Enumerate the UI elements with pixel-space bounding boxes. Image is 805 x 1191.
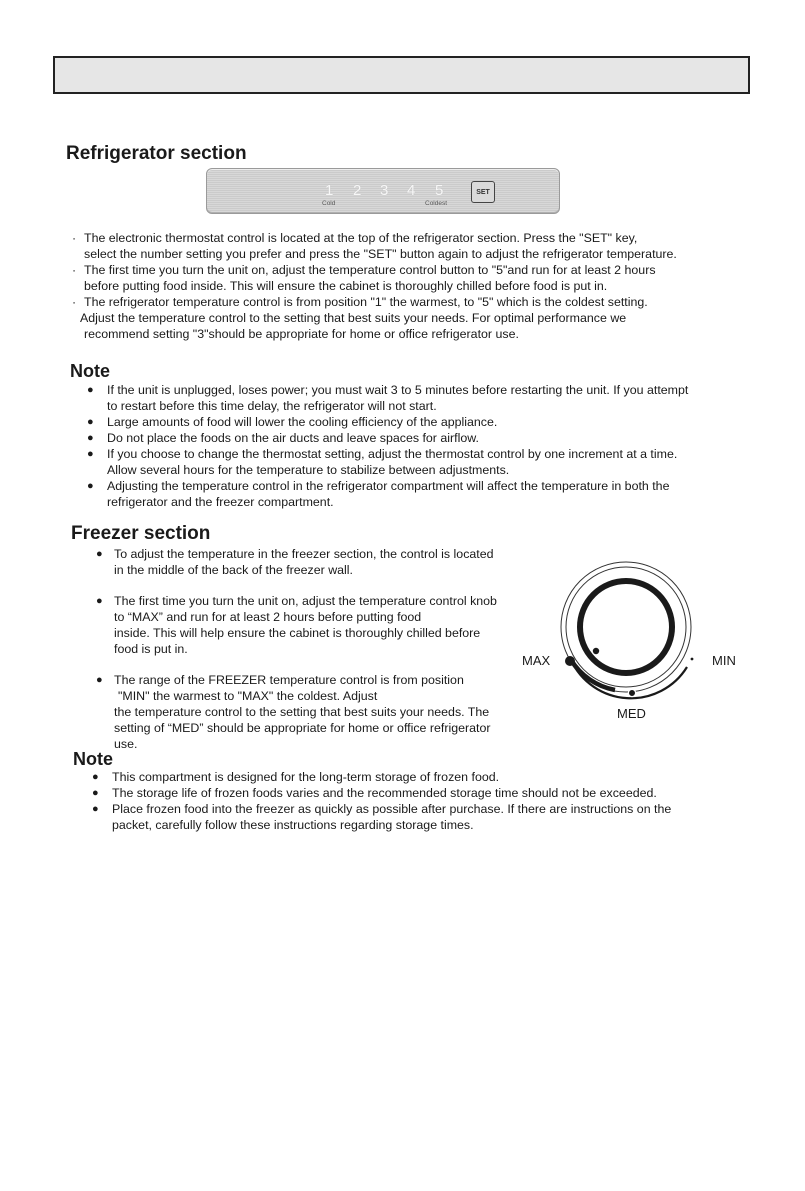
panel-digit-5[interactable]: 5 — [435, 182, 444, 199]
list-item: ● If you choose to change the thermostat setting, adjust the thermostat control by one increment at a time. Allow several hours for the temperature to stabilize between adjustments. — [87, 447, 678, 477]
list-item: ● To adjust the temperature in the freezer section, the control is located in the middle of the back of the freezer wall. — [96, 547, 494, 577]
list-item: ● Place frozen food into the freezer as quickly as possible after purchase. If there are instructions on the packet, carefully follow these instructions regarding storage times. — [92, 802, 672, 832]
temperature-control-knob[interactable] — [580, 581, 672, 673]
thermostat-control-panel — [206, 168, 560, 214]
dial-label-min: MIN — [712, 653, 736, 668]
list-item: ● The range of the FREEZER temperature control is from position "MIN" the warmest to "MAX" the coldest. Adjust the temperature control to the setting that best suits your needs. The setting of “MED” should be appropriate for home or office refrigerator use. — [96, 673, 491, 751]
panel-label-coldest: Coldest — [425, 200, 448, 207]
note-title: Note — [73, 749, 113, 769]
list-item: · The first time you turn the unit on, adjust the temperature control button to "5"and run for at least 2 hours before putting food inside. This will ensure the cabinet is thoroughly chilled before food is put in. — [72, 263, 656, 293]
panel-digit-4[interactable]: 4 — [407, 182, 416, 199]
list-item: ● Adjusting the temperature control in the refrigerator compartment will affect the temperature in both the refrigerator and the freezer compartment. — [87, 479, 670, 509]
note-title: Note — [70, 361, 110, 381]
min-marker — [691, 658, 694, 661]
list-item: ● If the unit is unplugged, loses power; you must wait 3 to 5 minutes before restarting the unit. If you attempt to restart before this time delay, the refrigerator will not start. — [87, 383, 689, 413]
dial-label-max: MAX — [522, 653, 551, 668]
knob-indicator-dot — [593, 648, 599, 654]
freezer-temperature-dial — [515, 560, 755, 730]
med-marker — [628, 689, 635, 696]
refrigerator-paragraphs — [72, 230, 772, 342]
panel-digit-3[interactable]: 3 — [380, 182, 389, 199]
freezer-list — [96, 546, 526, 752]
list-item: ● The storage life of frozen foods varies and the recommended storage time should not be exceeded. — [92, 786, 657, 800]
freezer-section-title: Freezer section — [71, 523, 211, 544]
list-item: ● This compartment is designed for the long-term storage of frozen food. — [92, 770, 500, 784]
panel-digit-2[interactable]: 2 — [353, 182, 362, 199]
set-button[interactable]: SET — [471, 181, 495, 203]
list-item: · The electronic thermostat control is located at the top of the refrigerator section. Press the "SET" key, select the number setting you prefer and press the "SET" button again to adjust the refrigerator temperature. — [72, 231, 677, 261]
list-item: · The refrigerator temperature control is from position "1" the warmest, to "5" which is the coldest setting. Adjust the temperature control to the setting that best suits your needs. For optimal performance we recommend setting "3"should be appropriate for home or office refrigerator use. — [72, 295, 648, 341]
panel-label-cold: Cold — [322, 200, 336, 207]
panel-digit-1[interactable]: 1 — [325, 182, 334, 199]
list-item: ● Large amounts of food will lower the cooling efficiency of the appliance. — [87, 415, 498, 429]
list-item: ● Do not place the foods on the air ducts and leave spaces for airflow. — [87, 431, 479, 445]
dial-label-med: MED — [617, 706, 646, 721]
note-list — [89, 769, 779, 833]
max-marker — [565, 656, 575, 666]
header-bar — [53, 56, 750, 94]
list-item: ● The first time you turn the unit on, adjust the temperature control knob to “MAX” and run for at least 2 hours before putting food inside. This will help ensure the cabinet is thoroughly chilled before food is put in. — [96, 594, 497, 656]
dial-inner-ring — [566, 567, 686, 687]
refrigerator-section-title: Refrigerator section — [66, 143, 247, 164]
note-list — [84, 382, 774, 510]
